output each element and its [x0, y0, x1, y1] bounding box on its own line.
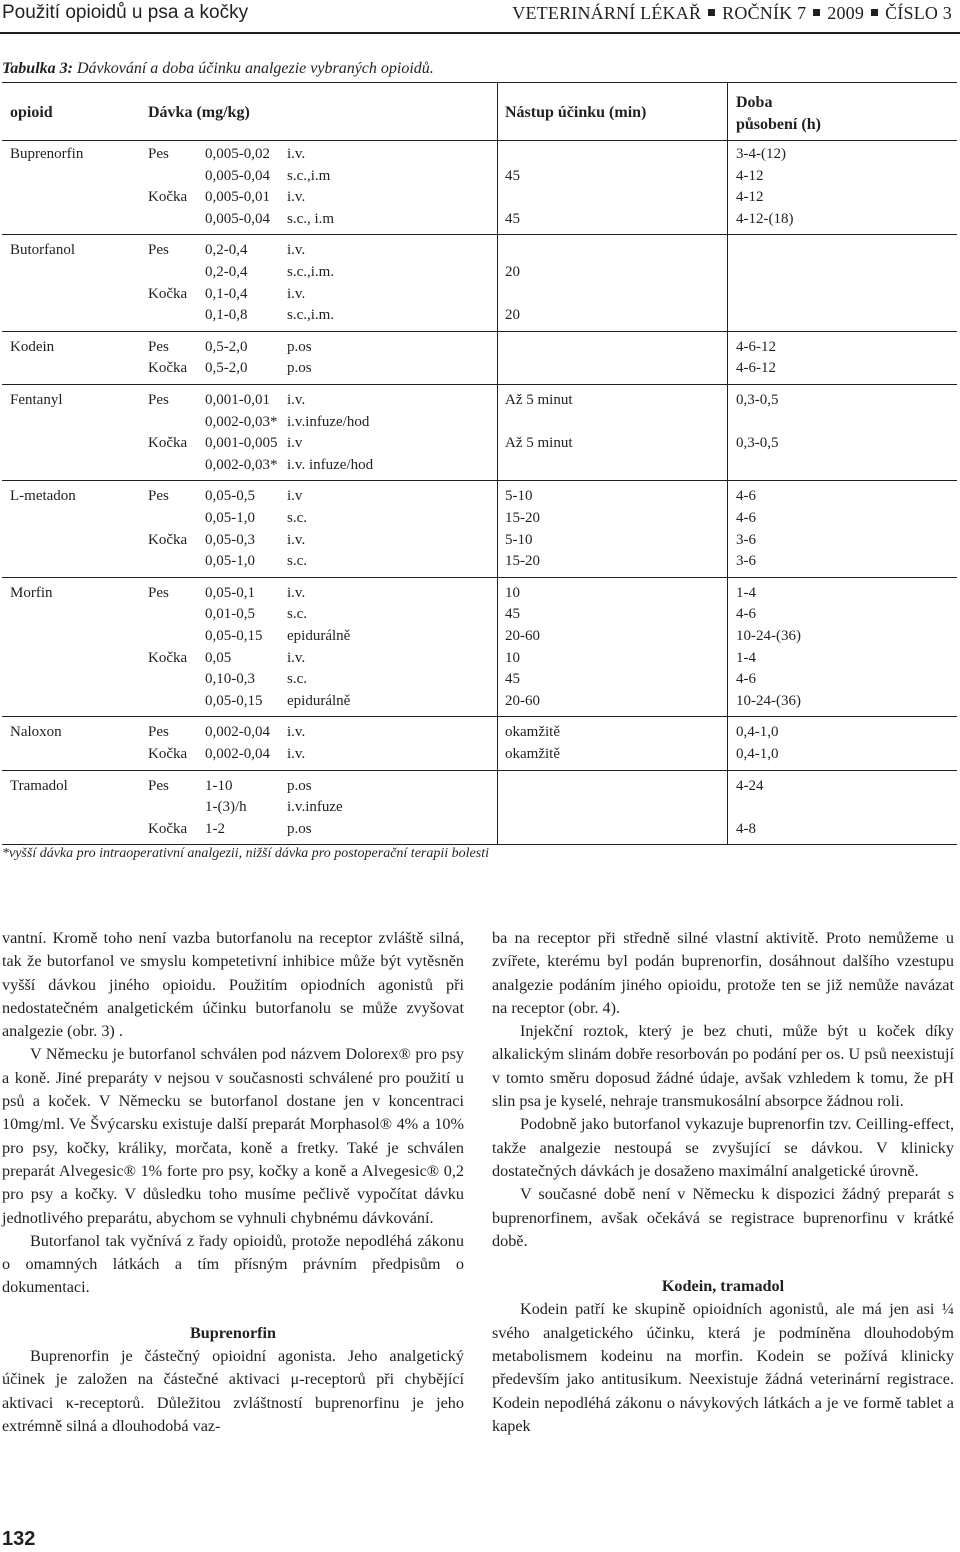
running-header — [0, 0, 960, 34]
dose-value: 1-2 — [205, 820, 225, 837]
body-paragraph: vantní. Kromě toho není vazba butorfanolu na receptor zvláště silná, tak že butorfanol ve smyslu kompetetivní inhibice může být vytěsněn vyšší dávkou jiného opioidu. Použitím opiodních agonistů při nedostatečném analgetickém účinku butorfanolu se může zvyšovat analgezie (obr. 3) . — [2, 929, 464, 1041]
species-label: Pes — [148, 338, 169, 355]
page-number: 132 — [2, 1528, 36, 1550]
species-label: Pes — [148, 392, 169, 408]
dose-value: 0,002-0,03* — [205, 456, 278, 473]
dose-value: 0,001-0,005 — [205, 435, 278, 452]
route-value: epidurálně — [287, 628, 351, 644]
dose-value: 0,005-0,02 — [205, 146, 270, 162]
dose-value: 0,01-0,5 — [205, 606, 255, 623]
onset-value: 45 — [505, 167, 520, 184]
route-value: i.v. infuze/hod — [287, 456, 374, 473]
onset-value: 20-60 — [505, 628, 540, 644]
dose-value: 1-10 — [205, 777, 233, 794]
dose-value: 0,002-0,04 — [205, 724, 270, 741]
dose-value: 0,2-0,4 — [205, 242, 248, 259]
header-onset: Nástup účinku (min) — [505, 104, 647, 121]
column-divider-rule — [497, 82, 498, 844]
body-paragraph: Buprenorfin je částečný opioidní agonista. Jeho analgetický účinek je založen na částečné aktivaci μ-receptorů při chybějící aktivaci κ-receptorů. Důležitou zvláštností buprenorfinu je jeho extrémně silná a dlouhodobá vaz- — [2, 1347, 464, 1435]
opioid-name: Buprenorfin — [10, 146, 84, 162]
duration-value: 4-6 — [736, 606, 756, 623]
body-paragraph: ba na receptor při středně silné vlastní aktivitě. Proto nemůžeme u zvířete, kterému byl podán buprenorfin, dosáhnout dalšího vzestupu analgezie podáním jiného opioidu, protože ten se již nemůže navázat na receptor (obr. 4). — [492, 929, 954, 1017]
species-label: Kočka — [148, 531, 188, 548]
duration-value: 4-6 — [736, 510, 756, 526]
duration-value: 4-6 — [736, 671, 756, 688]
route-value: p.os — [287, 360, 312, 377]
duration-value: 4-8 — [736, 820, 756, 837]
section-heading: Buprenorfin — [189, 1323, 277, 1342]
route-value: p.os — [287, 338, 312, 355]
species-label: Kočka — [148, 189, 188, 206]
dose-value: 0,05-0,3 — [205, 531, 255, 548]
duration-value: 0,4-1,0 — [736, 724, 779, 741]
route-value: s.c., i.m — [287, 210, 335, 227]
dose-value: 0,05-0,15 — [205, 628, 263, 644]
species-label: Pes — [148, 724, 169, 741]
species-label: Pes — [148, 146, 169, 162]
opioid-name: Naloxon — [10, 724, 62, 741]
table-top-rule — [2, 82, 957, 83]
article-title: Použití opioidů u psa a kočky — [2, 2, 249, 23]
dose-value: 0,2-0,4 — [205, 264, 248, 280]
route-value: s.c.,i.m. — [287, 264, 335, 280]
journal-name: VETERINÁRNÍ LÉKAŘ — [512, 3, 702, 23]
route-value: s.c.,i.m. — [287, 307, 335, 324]
header-duration-line2: působení (h) — [736, 116, 821, 133]
group-separator-rule — [2, 716, 957, 717]
route-value: i.v. — [287, 746, 306, 762]
opioid-name: Fentanyl — [10, 392, 63, 408]
route-value: i.v.infuze — [287, 799, 343, 816]
duration-value: 4-12 — [736, 189, 764, 206]
duration-value: 4-6 — [736, 488, 756, 505]
route-value: i.v. — [287, 146, 306, 162]
group-separator-rule — [2, 480, 957, 481]
route-value: i.v. — [287, 392, 306, 408]
dose-value: 0,1-0,8 — [205, 307, 248, 324]
group-separator-rule — [2, 331, 957, 332]
dose-value: 0,002-0,04 — [205, 746, 270, 762]
dose-value: 0,05-1,0 — [205, 553, 255, 570]
duration-value: 4-6-12 — [736, 338, 776, 355]
body-paragraph: Kodein patří ke skupině opioidních agonistů, ale má jen asi ¼ svého analgetického účinku, která je podmíněna dlouhodobým metabolismem kodeinu na morfin. Kodein se požívá klinicky především jako antitusikum. Neexistuje žádná veterinární registrace. Kodein nepodléhá zákonu o návykových látkách a je ve formě tablet a kapek — [492, 1300, 954, 1435]
duration-value: 1-4 — [736, 649, 756, 666]
route-value: i.v. — [287, 189, 306, 206]
body-paragraph: V současné době není v Německu k dispozici žádný preparát s buprenorfinem, avšak očekává se registrace buprenorfinu v krátké době. — [492, 1185, 954, 1250]
onset-value: 10 — [505, 584, 520, 601]
species-label: Kočka — [148, 285, 188, 302]
species-label: Pes — [148, 488, 169, 505]
dose-value: 0,001-0,01 — [205, 392, 270, 408]
opioid-name: Kodein — [10, 338, 55, 355]
species-label: Pes — [148, 777, 169, 794]
header-opioid: opioid — [10, 104, 53, 121]
dose-value: 0,1-0,4 — [205, 285, 248, 302]
onset-value: 45 — [505, 671, 520, 688]
journal-year: 2009 — [827, 3, 865, 23]
duration-value: 3-6 — [736, 531, 756, 548]
journal-volume: ROČNÍK 7 — [722, 3, 807, 23]
dose-value: 0,05 — [205, 649, 232, 666]
species-label: Kočka — [148, 649, 188, 666]
onset-value: okamžitě — [505, 724, 560, 741]
header-duration-line1: Doba — [736, 94, 773, 111]
group-separator-rule — [2, 384, 957, 385]
duration-value: 3-4-(12) — [736, 146, 786, 162]
route-value: i.v — [287, 488, 303, 505]
route-value: i.v.infuze/hod — [287, 413, 370, 430]
column-divider-rule — [727, 82, 728, 844]
route-value: s.c. — [287, 553, 307, 570]
dose-value: 0,005-0,04 — [205, 167, 270, 184]
table-caption — [2, 60, 434, 78]
species-label: Kočka — [148, 820, 188, 837]
duration-value: 4-12 — [736, 167, 764, 184]
body-paragraph: V Německu je butorfanol schválen pod názvem Dolorex® pro psy a koně. Jiné preparáty v nejsou v současnosti schválené pro použití u psů a koček. V Německu se butorfanol dostane jen v koncentraci 10mg/ml. Ve Švýcarsku existuje další preparát Morphasol® 4% a 10% pro psy, kočky, králiky, morčata, koně a fretky. Také je schválen preparát Alvegesic® 1% forte pro psy, kočky a koně a Alvegesic® 0,2 pro psy a kočky. V důsledku toho musíme pečlivě vypočítat dávku jednotlivého preparátu, abychom se vyhnuli chybnému dávkování. — [2, 1045, 464, 1227]
square-separator-icon — [813, 9, 820, 16]
onset-value: 45 — [505, 210, 520, 227]
caption-text: Dávkování a doba účinku analgezie vybraných opioidů. — [72, 60, 434, 77]
header-dose: Dávka (mg/kg) — [148, 104, 250, 121]
route-value: s.c. — [287, 510, 307, 526]
opioid-name: Morfin — [10, 584, 53, 601]
species-label: Pes — [148, 242, 169, 259]
dose-value: 0,05-0,15 — [205, 692, 263, 709]
dose-value: 0,05-1,0 — [205, 510, 255, 526]
left-text-column — [2, 927, 464, 1438]
table-header-rule — [2, 140, 957, 141]
onset-value: 20 — [505, 307, 520, 324]
route-value: i.v. — [287, 285, 306, 302]
duration-value: 4-12-(18) — [736, 210, 794, 227]
dose-value: 0,10-0,3 — [205, 671, 255, 688]
duration-value: 10-24-(36) — [736, 628, 801, 644]
onset-value: 15-20 — [505, 553, 540, 570]
onset-value: okamžitě — [505, 746, 560, 762]
duration-value: 0,3-0,5 — [736, 435, 779, 452]
route-value: i.v. — [287, 724, 306, 741]
route-value: s.c. — [287, 606, 307, 623]
route-value: i.v. — [287, 531, 306, 548]
species-label: Pes — [148, 584, 169, 601]
caption-label: Tabulka 3: — [2, 60, 73, 77]
duration-value: 0,3-0,5 — [736, 392, 779, 408]
species-label: Kočka — [148, 360, 188, 377]
species-label: Kočka — [148, 435, 188, 452]
route-value: s.c. — [287, 671, 307, 688]
onset-value: 45 — [505, 606, 520, 623]
onset-value: Až 5 minut — [505, 435, 573, 452]
dose-value: 0,05-0,1 — [205, 584, 255, 601]
body-paragraph: Butorfanol tak vyčnívá z řady opioidů, protože nepodléhá zákonu o omamných látkách a tím přísným právním předpisům o dokumentaci. — [2, 1231, 464, 1297]
onset-value: 20 — [505, 264, 520, 280]
dose-value: 0,5-2,0 — [205, 338, 248, 355]
duration-value: 0,4-1,0 — [736, 746, 779, 762]
dose-value: 0,5-2,0 — [205, 360, 248, 377]
dose-value: 1-(3)/h — [205, 799, 247, 816]
onset-value: 5-10 — [505, 531, 533, 548]
onset-value: 20-60 — [505, 692, 540, 709]
route-value: epidurálně — [287, 692, 351, 709]
square-separator-icon — [708, 9, 715, 16]
journal-info — [512, 3, 952, 24]
dose-value: 0,005-0,04 — [205, 210, 270, 227]
opioid-name: L-metadon — [10, 488, 76, 505]
section-heading: Kodein, tramadol — [661, 1277, 785, 1296]
table-footnote: *vyšší dávka pro intraoperativní analgezii, nižší dávka pro postoperační terapii bolesti — [2, 846, 489, 861]
opioid-name: Tramadol — [10, 777, 68, 794]
route-value: i.v. — [287, 584, 306, 601]
route-value: i.v. — [287, 242, 306, 259]
duration-value: 3-6 — [736, 553, 756, 570]
opioid-name: Butorfanol — [10, 242, 75, 259]
right-text-column — [492, 927, 954, 1438]
onset-value: 5-10 — [505, 488, 533, 505]
onset-value: Až 5 minut — [505, 392, 573, 408]
onset-value: 10 — [505, 649, 520, 666]
duration-value: 4-6-12 — [736, 360, 776, 377]
dose-value: 0,002-0,03* — [205, 413, 278, 430]
duration-value: 4-24 — [736, 777, 764, 794]
group-separator-rule — [2, 234, 957, 235]
dose-value: 0,05-0,5 — [205, 488, 255, 505]
route-value: s.c.,i.m — [287, 167, 331, 184]
route-value: i.v — [287, 435, 303, 452]
body-paragraph: Podobně jako butorfanol vykazuje buprenorfin tzv. Ceilling-effect, takže analgezie nestoupá se zvyšující se dávkou. V klinicky dostatečných dávkách je dosaženo maximální analgetické úrovně. — [492, 1115, 954, 1180]
duration-value: 1-4 — [736, 584, 756, 601]
group-separator-rule — [2, 577, 957, 578]
square-separator-icon — [871, 9, 878, 16]
species-label: Kočka — [148, 746, 188, 762]
dose-value: 0,005-0,01 — [205, 189, 270, 206]
journal-issue: ČÍSLO 3 — [885, 3, 952, 23]
route-value: p.os — [287, 777, 312, 794]
group-separator-rule — [2, 770, 957, 771]
body-paragraph: Injekční roztok, který je bez chuti, může být u koček díky alkalickým slinám dobře resorbován po podání per os. U psů neexistují v tomto směru doposud žádné údaje, avšak vzhledem k tomu, že pH slin psa je kyselé, nehraje transmukosální absorpce žádnou roli. — [492, 1022, 954, 1111]
duration-value: 10-24-(36) — [736, 692, 801, 709]
route-value: p.os — [287, 820, 312, 837]
onset-value: 15-20 — [505, 510, 540, 526]
route-value: i.v. — [287, 649, 306, 666]
